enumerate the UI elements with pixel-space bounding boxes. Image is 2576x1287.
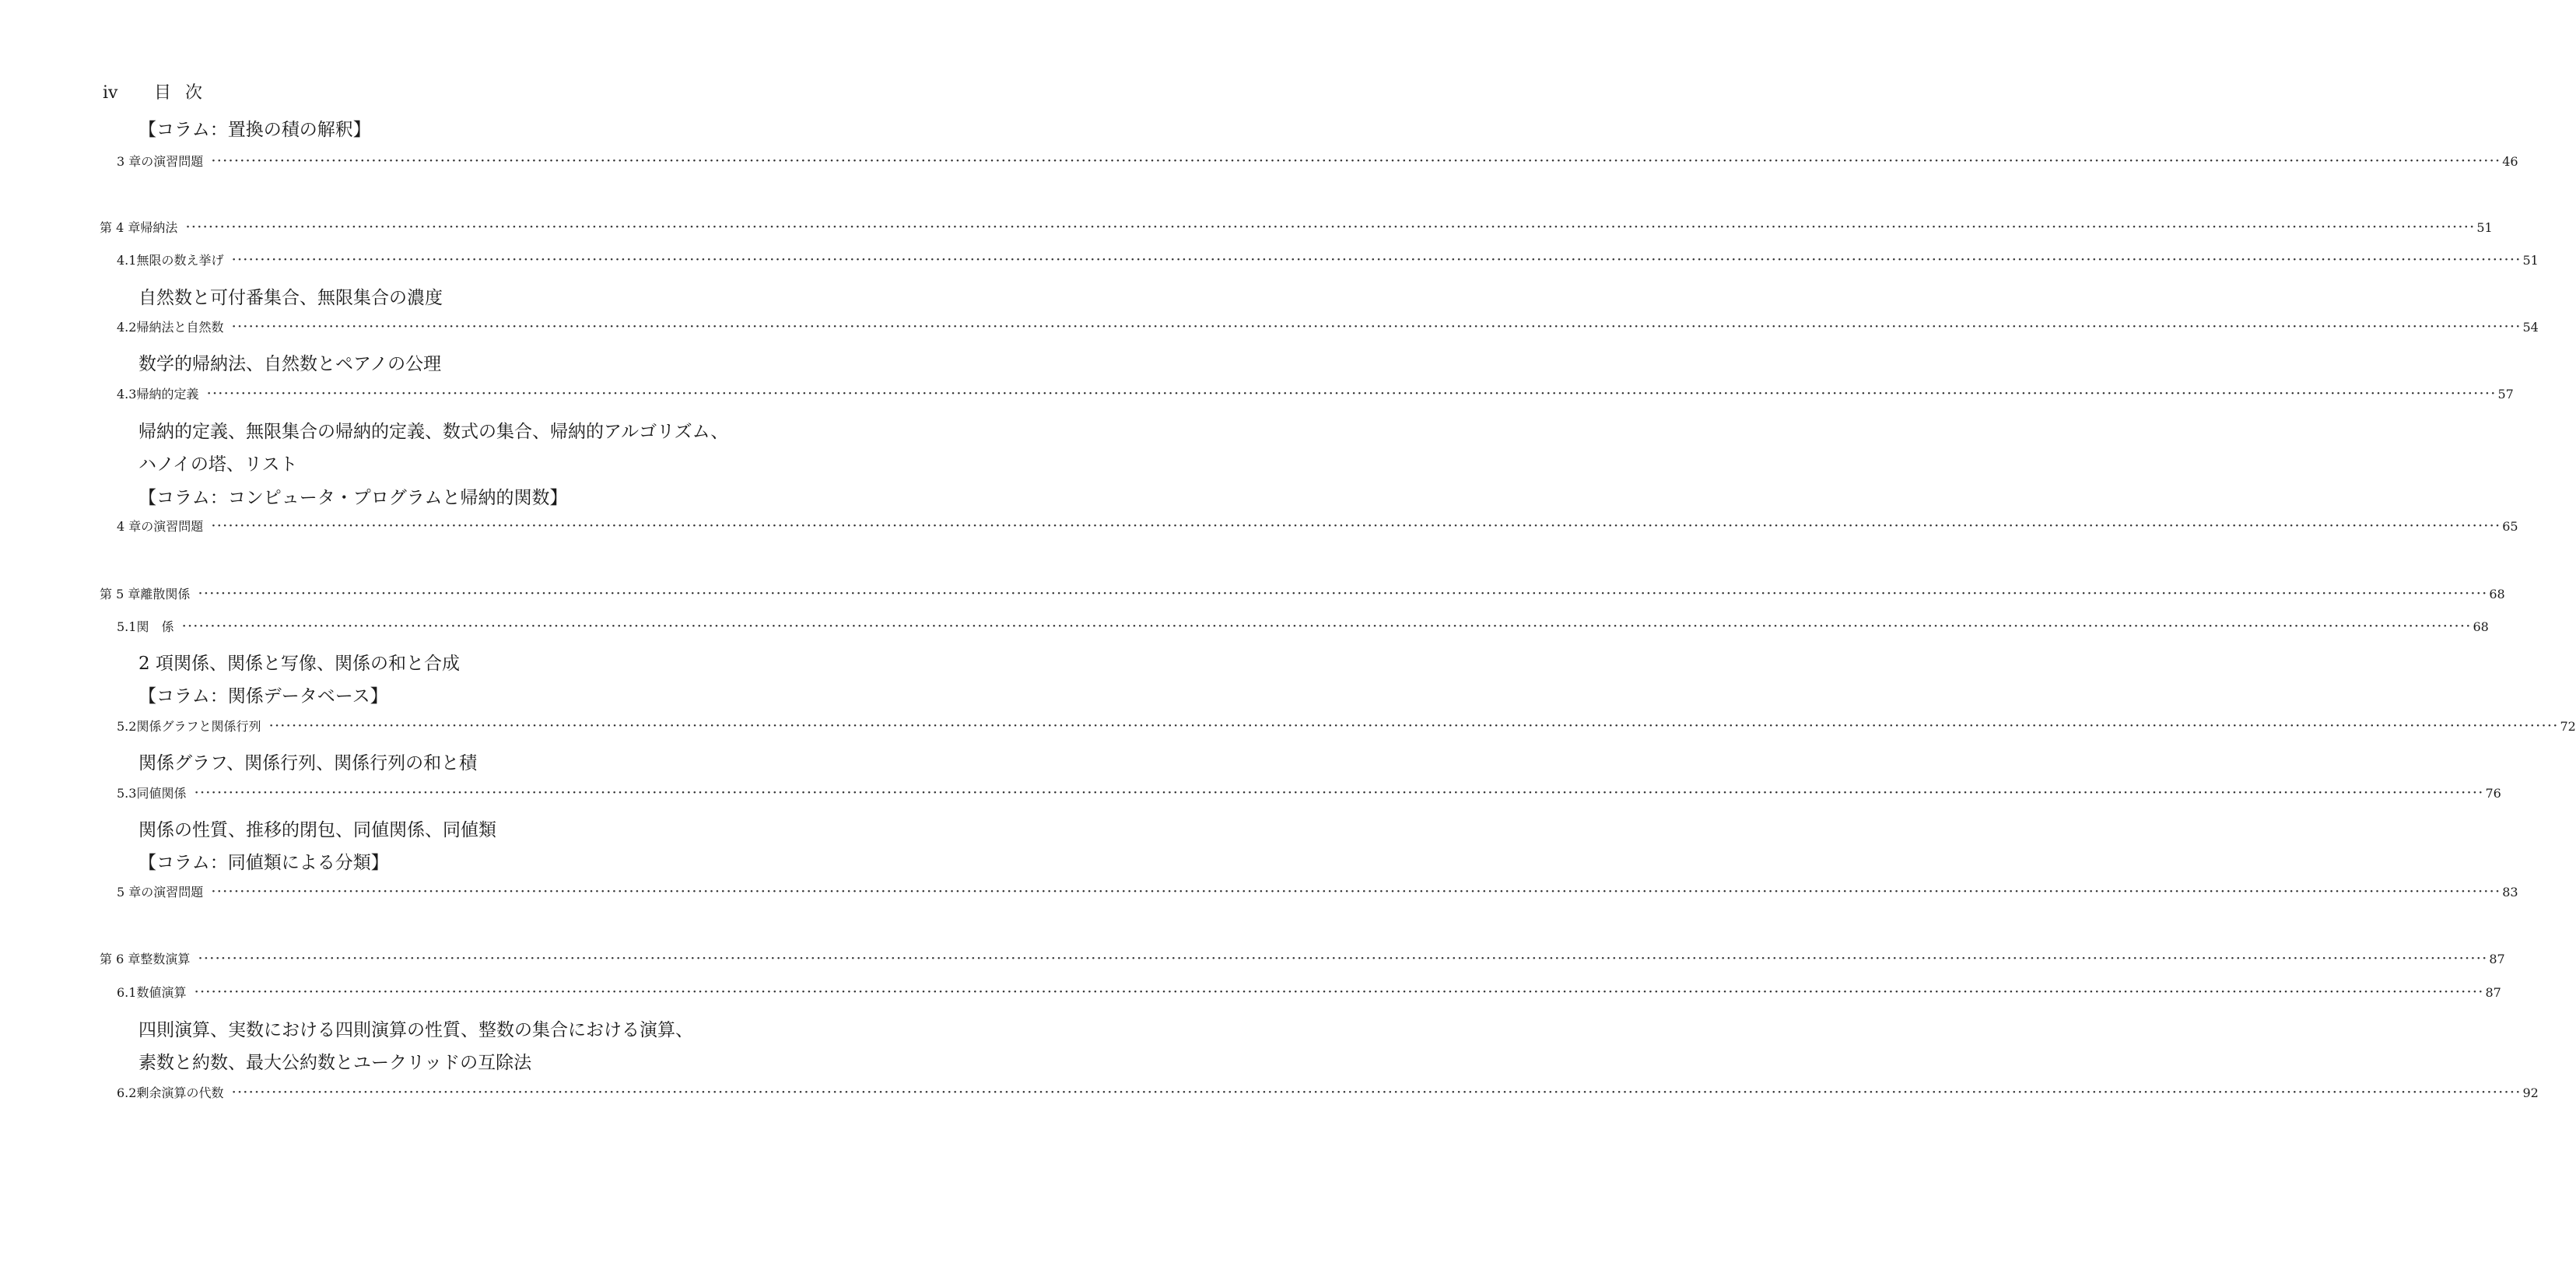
- running-header: [103, 79, 216, 103]
- toc-label: [117, 882, 203, 900]
- exercise-label: 4 章の演習問題: [117, 519, 204, 534]
- toc-plain-row: [0, 1015, 906, 1047]
- toc-text: 帰納的定義、無限集合の帰納的定義、数式の集合、帰納的アルゴリズム、: [138, 422, 729, 442]
- toc-entry: [100, 584, 2505, 602]
- section-number: 5.3: [117, 786, 137, 801]
- section-number: 4.3: [117, 387, 137, 402]
- toc-label: [117, 517, 203, 535]
- toc-entry: [100, 949, 2505, 967]
- toc-chapter-row: [0, 217, 2493, 248]
- page-ref: 72: [2560, 719, 2576, 734]
- leader-dots: ················································································································································································································································································································································································································: [198, 584, 2488, 602]
- leader-dots: ················································································································································································································································································································································································································: [231, 1082, 2522, 1101]
- toc-label: [117, 983, 186, 1001]
- toc-plain-row: [0, 682, 906, 713]
- toc-plain-row: [0, 848, 906, 879]
- toc-label: [117, 1083, 223, 1101]
- toc-label: [117, 784, 186, 801]
- toc-section-row: [0, 384, 2514, 415]
- toc-text: 【コラム：関係データベース】: [138, 686, 388, 707]
- section-title: 同値関係: [136, 786, 187, 801]
- toc-label: [117, 152, 203, 170]
- toc-text: 四則演算、実数における四則演算の性質、整数の集合における演算、: [138, 1020, 693, 1040]
- toc-plain-row: [0, 349, 906, 380]
- toc-entry: [117, 250, 2539, 268]
- exercise-label: 3 章の演習問題: [117, 154, 204, 169]
- toc-text: 【コラム：コンピュータ・プログラムと帰納的関数】: [138, 488, 568, 508]
- leader-dots: ················································································································································································································································································································································································································: [185, 217, 2476, 236]
- toc-exercise-row: [0, 151, 2518, 182]
- toc-plain-row: [0, 649, 906, 680]
- toc-plain-row: [0, 749, 906, 780]
- leader-dots: ················································································································································································································································································································································································································: [211, 882, 2501, 900]
- page-ref: 65: [2502, 519, 2518, 534]
- toc-entry: [117, 516, 2518, 535]
- toc-text: 関係の性質、推移的閉包、同値関係、同値類: [138, 820, 496, 840]
- toc-entry: [117, 317, 2539, 335]
- toc-section-row: [0, 317, 2539, 348]
- leader-dots: ················································································································································································································································································································································································································: [231, 317, 2522, 335]
- leader-dots: ················································································································································································································································································································································································································: [194, 982, 2484, 1001]
- toc-entry: [117, 151, 2518, 170]
- section-title: 帰納的定義: [136, 387, 199, 402]
- toc-section-row: [0, 982, 2501, 1013]
- section-title: 剰余演算の代数: [136, 1085, 224, 1100]
- toc-exercise-row: [0, 516, 2518, 547]
- page-ref: 87: [2485, 985, 2501, 1000]
- toc-text: 関係グラフ、関係行列、関係行列の和と積: [138, 753, 478, 773]
- toc-plain-row: [0, 283, 906, 314]
- page-ref: 68: [2473, 619, 2489, 634]
- toc-text: 【コラム：置換の積の解釈】: [138, 120, 371, 140]
- leader-dots: ················································································································································································································································································································································································································: [181, 616, 2472, 635]
- toc-entry: [117, 1082, 2539, 1101]
- page-ref: 54: [2522, 320, 2539, 335]
- toc-plain-row: [0, 815, 906, 847]
- chapter-title: 整数演算: [140, 952, 191, 966]
- leader-dots: ················································································································································································································································································································································································································: [198, 949, 2488, 967]
- page-ref: 46: [2502, 154, 2518, 169]
- toc-label: [117, 617, 173, 635]
- page-ref: 57: [2497, 387, 2514, 402]
- page-ref: 76: [2485, 786, 2501, 801]
- toc-label: [117, 717, 261, 735]
- section-number: 5.1: [117, 619, 137, 634]
- toc-text: 素数と約数、最大公約数とユークリッドの互除法: [138, 1053, 532, 1073]
- toc-entry: [117, 616, 2489, 635]
- toc-text: ハノイの塔、リスト: [138, 454, 298, 475]
- section-number: 4.1: [117, 253, 137, 268]
- toc-plain-row: [0, 450, 906, 481]
- page-ref: 51: [2476, 220, 2493, 235]
- toc-section-row: [0, 250, 2539, 281]
- section-number: 5.2: [117, 719, 137, 734]
- toc-entry: [117, 384, 2514, 402]
- chapter-number: 第 5 章: [100, 587, 141, 601]
- leader-dots: ················································································································································································································································································································································································································: [211, 151, 2501, 170]
- toc-chapter-row: [0, 584, 2505, 615]
- toc-entry: [117, 882, 2518, 900]
- toc-label: [117, 251, 223, 268]
- toc-entry: [117, 783, 2501, 801]
- section-title: 関 係: [136, 619, 174, 634]
- page-ref: 87: [2489, 952, 2505, 966]
- chapter-number: 第 6 章: [100, 952, 141, 966]
- section-number: 6.2: [117, 1085, 137, 1100]
- section-title: 関係グラフと関係行列: [136, 719, 261, 734]
- toc-text: 数学的帰納法、自然数とペアノの公理: [138, 354, 442, 374]
- toc-label: [100, 584, 190, 602]
- toc-label: [117, 317, 223, 335]
- toc-text: 2 項関係、関係と写像、関係の和と合成: [138, 654, 460, 674]
- section-number: 6.1: [117, 985, 137, 1000]
- toc-label: [100, 218, 177, 236]
- chapter-title: 帰納法: [140, 220, 178, 235]
- chapter-number: 第 4 章: [100, 220, 141, 235]
- toc-label: [117, 384, 198, 402]
- toc-section-row: [0, 1082, 2539, 1113]
- toc-plain-row: [0, 417, 906, 448]
- exercise-label: 5 章の演習問題: [117, 885, 204, 899]
- toc-exercise-row: [0, 882, 2518, 913]
- leader-dots: ················································································································································································································································································································································································································: [268, 716, 2559, 735]
- toc-chapter-row: [0, 949, 2505, 980]
- toc-plain-row: [0, 115, 906, 146]
- toc-section-row: [0, 783, 2501, 814]
- page-ref: 51: [2522, 253, 2539, 268]
- toc-text: 自然数と可付番集合、無限集合の濃度: [138, 288, 443, 308]
- section-title: 無限の数え挙げ: [136, 253, 224, 268]
- toc-plain-row: [0, 1048, 906, 1079]
- page-ref: 92: [2522, 1085, 2539, 1100]
- toc-plain-row: [0, 483, 906, 514]
- leader-dots: ················································································································································································································································································································································································································: [211, 516, 2501, 535]
- section-number: 4.2: [117, 320, 137, 335]
- toc-entry: [100, 217, 2493, 236]
- leader-dots: ················································································································································································································································································································································································································: [194, 783, 2484, 801]
- running-title: 目次: [154, 83, 217, 103]
- toc-entry: [117, 716, 2576, 735]
- chapter-title: 離散関係: [140, 587, 191, 601]
- page-ref: 68: [2489, 587, 2505, 601]
- page-number: iv: [103, 83, 118, 103]
- toc-section-row: [0, 616, 2489, 647]
- toc-section-row: [0, 716, 2576, 747]
- toc-entry: [117, 982, 2501, 1001]
- page-ref: 83: [2502, 885, 2518, 899]
- section-title: 帰納法と自然数: [136, 320, 224, 335]
- section-title: 数値演算: [136, 985, 187, 1000]
- leader-dots: ················································································································································································································································································································································································································: [231, 250, 2522, 268]
- toc-label: [100, 949, 190, 967]
- leader-dots: ················································································································································································································································································································································································································: [206, 384, 2497, 402]
- toc-text: 【コラム：同値類による分類】: [138, 853, 389, 873]
